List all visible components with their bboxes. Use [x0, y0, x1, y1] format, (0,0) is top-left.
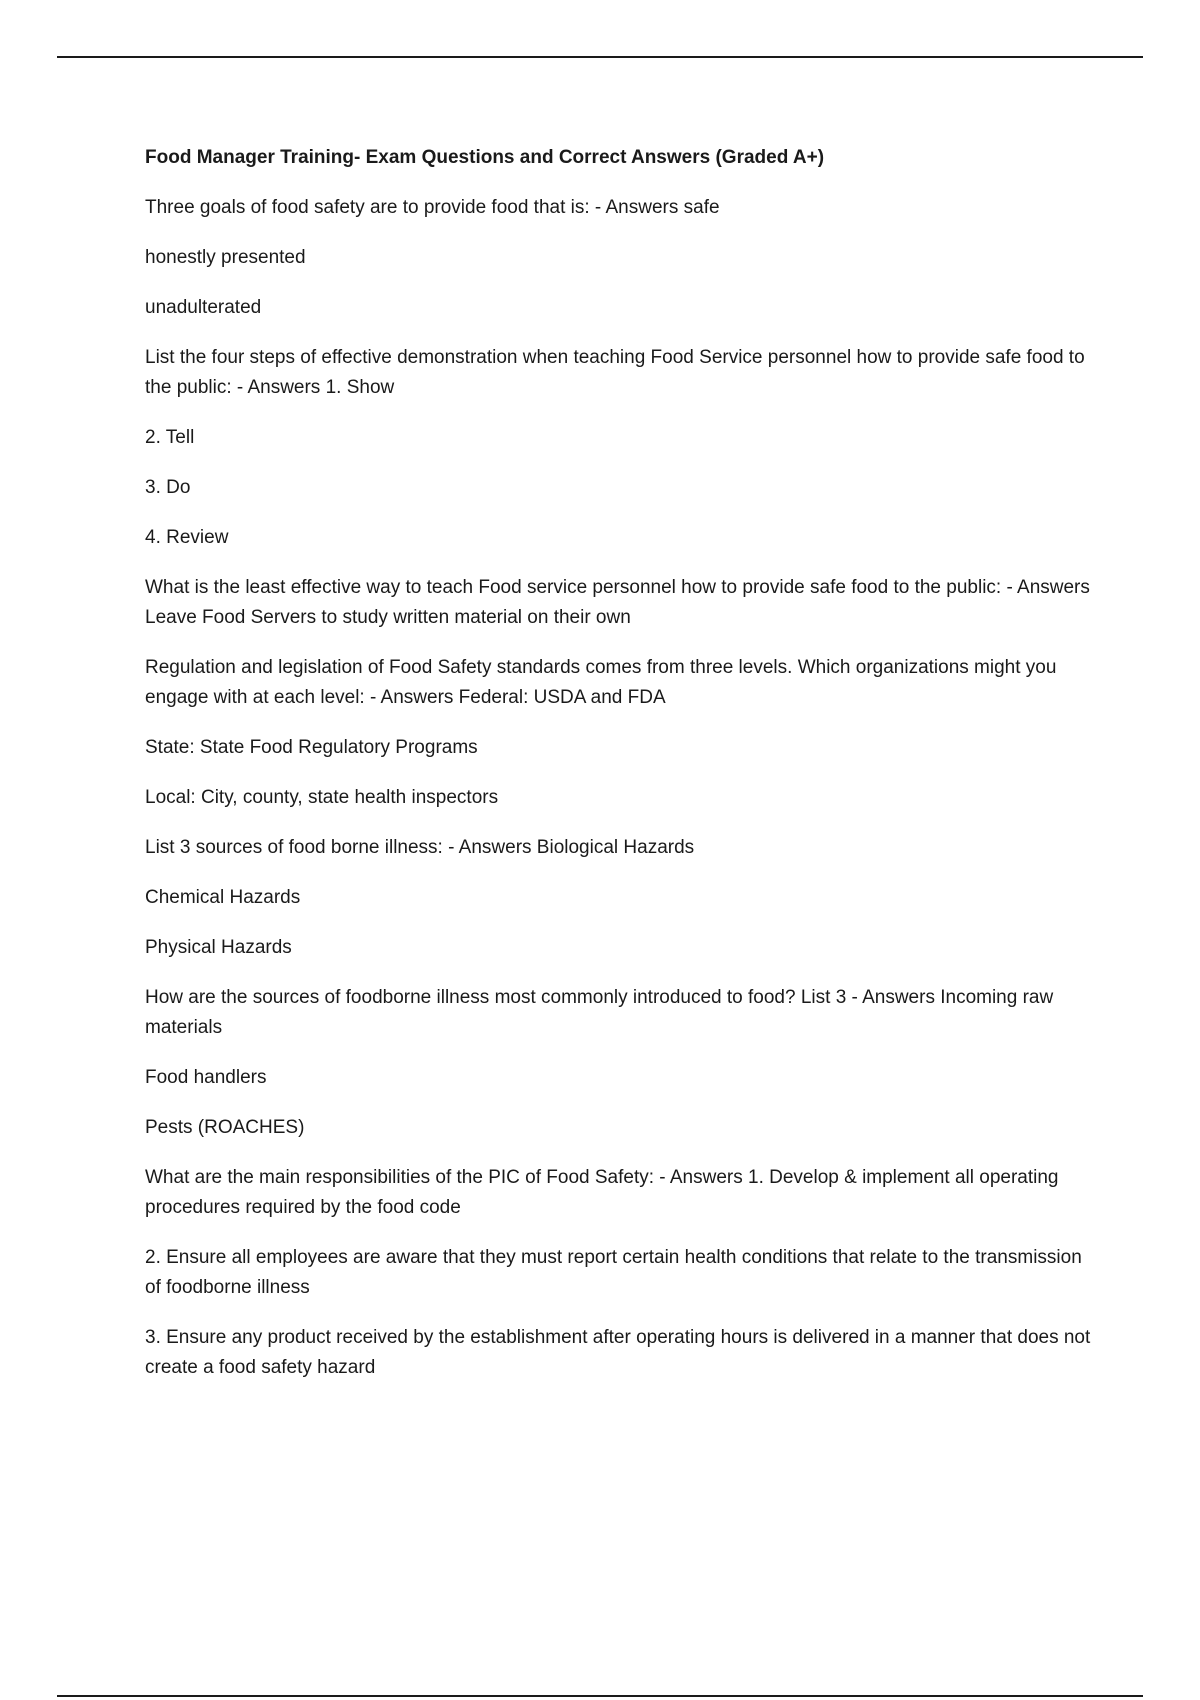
- paragraph: Regulation and legislation of Food Safety standards comes from three levels. Which organizations might you engage with at each level: - Answers Federal: USDA and FDA: [145, 657, 1057, 708]
- header-rule: [57, 56, 1143, 58]
- paragraph: Physical Hazards: [145, 937, 292, 958]
- paragraph: 3. Do: [145, 477, 191, 498]
- footer-rule: [57, 1695, 1143, 1697]
- paragraph: unadulterated: [145, 297, 262, 318]
- paragraph: Local: City, county, state health inspectors: [145, 787, 499, 808]
- paragraph: Chemical Hazards: [145, 887, 301, 908]
- paragraph: What are the main responsibilities of the PIC of Food Safety: - Answers 1. Develop & implement all operating procedures required by the food code: [145, 1167, 1059, 1218]
- paragraph: 2. Ensure all employees are aware that they must report certain health conditions that relate to the transmission of foodborne illness: [145, 1247, 1082, 1298]
- paragraph: What is the least effective way to teach Food service personnel how to provide safe food to the public: - Answers Leave Food Servers to study written material on their own: [145, 577, 1090, 628]
- paragraph: honestly presented: [145, 247, 306, 268]
- paragraph: 3. Ensure any product received by the establishment after operating hours is delivered in a manner that does not create a food safety hazard: [145, 1327, 1091, 1378]
- paragraph: 4. Review: [145, 527, 229, 548]
- paragraph: Three goals of food safety are to provide food that is: - Answers safe: [145, 197, 720, 218]
- paragraph: State: State Food Regulatory Programs: [145, 737, 478, 758]
- paragraph: How are the sources of foodborne illness most commonly introduced to food? List 3 - Answers Incoming raw materials: [145, 987, 1054, 1038]
- paragraph: 2. Tell: [145, 427, 195, 448]
- paragraph: List the four steps of effective demonstration when teaching Food Service personnel how to provide safe food to the public: - Answers 1. Show: [145, 347, 1085, 398]
- paragraph: Food handlers: [145, 1067, 267, 1088]
- paragraph: Pests (ROACHES): [145, 1117, 305, 1138]
- paragraph: List 3 sources of food borne illness: - Answers Biological Hazards: [145, 837, 695, 858]
- document-body: [145, 143, 1095, 1403]
- document-title: Food Manager Training- Exam Questions and Correct Answers (Graded A+): [145, 147, 825, 168]
